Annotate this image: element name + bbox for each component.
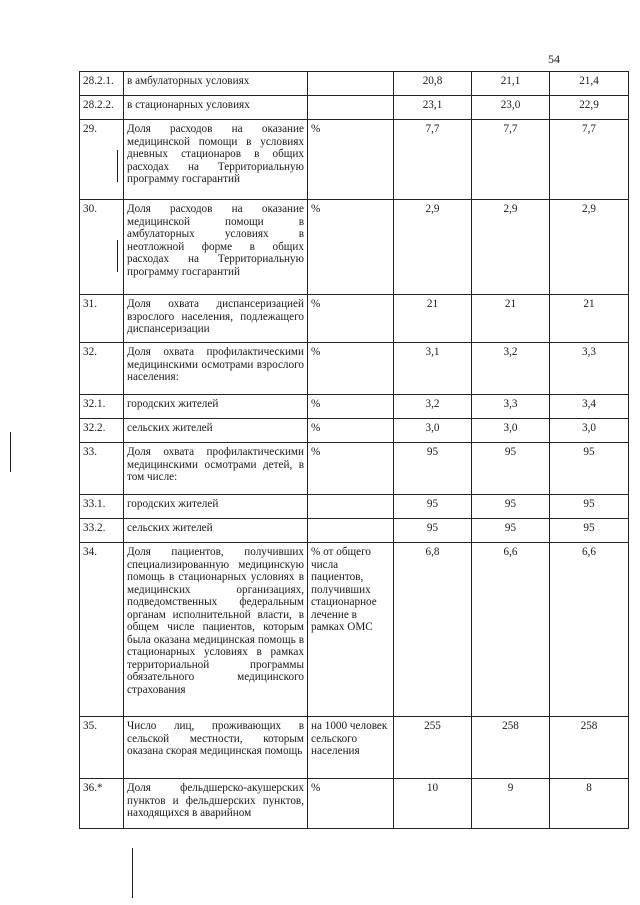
row-value-3: 8 xyxy=(550,779,629,829)
table-row xyxy=(80,519,629,543)
row-number: 33.1. xyxy=(80,495,124,519)
row-value-3: 2,9 xyxy=(550,200,629,295)
row-value-2: 258 xyxy=(472,717,550,779)
row-description: Доля пациентов, получивших специализированную медицинскую помощь в стационарных условиях в медицинских организациях, подведомственных федеральным органам исполнительной власти, в общем числе пациентов, которым была оказана медицинская помощь в стационарных условиях в рамках территориальной программы обязательного медицинского страхования xyxy=(124,543,308,717)
row-number: 35. xyxy=(80,717,124,779)
row-unit xyxy=(308,96,394,120)
row-value-2: 23,0 xyxy=(472,96,550,120)
row-value-2: 95 xyxy=(472,519,550,543)
row-description: сельских жителей xyxy=(124,519,308,543)
row-value-3: 22,9 xyxy=(550,96,629,120)
row-unit: % xyxy=(308,779,394,829)
row-value-1: 20,8 xyxy=(394,72,472,96)
row-number: 32.1. xyxy=(80,395,124,419)
row-description: сельских жителей xyxy=(124,419,308,443)
row-value-2: 95 xyxy=(472,495,550,519)
row-number: 28.2.2. xyxy=(80,96,124,120)
row-number: 32. xyxy=(80,343,124,395)
table-row xyxy=(80,120,629,200)
row-value-2: 9 xyxy=(472,779,550,829)
row-unit: % xyxy=(308,120,394,200)
row-value-3: 21,4 xyxy=(550,72,629,96)
row-number: 33.2. xyxy=(80,519,124,543)
row-value-3: 3,0 xyxy=(550,419,629,443)
indicator-table xyxy=(79,71,629,829)
row-value-1: 255 xyxy=(394,717,472,779)
row-number: 34. xyxy=(80,543,124,717)
row-unit: % xyxy=(308,395,394,419)
table-row xyxy=(80,779,629,829)
table-row xyxy=(80,543,629,717)
table-row xyxy=(80,443,629,495)
row-description: Число лиц, проживающих в сельской местности, которым оказана скорая медицинская помощь xyxy=(124,717,308,779)
row-value-1: 3,0 xyxy=(394,419,472,443)
row-unit: % xyxy=(308,343,394,395)
scan-artifact-mark xyxy=(10,432,11,472)
row-description: в стационарных условиях xyxy=(124,96,308,120)
row-value-1: 7,7 xyxy=(394,120,472,200)
row-value-3: 95 xyxy=(550,443,629,495)
row-value-2: 95 xyxy=(472,443,550,495)
row-unit xyxy=(308,519,394,543)
row-number: 30. xyxy=(80,200,124,295)
row-number: 33. xyxy=(80,443,124,495)
row-description: в амбулаторных условиях xyxy=(124,72,308,96)
row-value-2: 7,7 xyxy=(472,120,550,200)
row-description: Доля фельдшерско-акушерских пунктов и фельдшерских пунктов, находящихся в аварийном xyxy=(124,779,308,829)
row-unit xyxy=(308,72,394,96)
row-unit xyxy=(308,495,394,519)
row-value-1: 21 xyxy=(394,295,472,343)
row-description: Доля охвата профилактическими медицинскими осмотрами взрослого населения: xyxy=(124,343,308,395)
row-unit: % xyxy=(308,295,394,343)
row-value-2: 21,1 xyxy=(472,72,550,96)
row-value-2: 21 xyxy=(472,295,550,343)
row-value-1: 95 xyxy=(394,519,472,543)
row-description: Доля охвата профилактическими медицинскими осмотрами детей, в том числе: xyxy=(124,443,308,495)
indicator-table-body xyxy=(80,72,629,829)
row-number: 31. xyxy=(80,295,124,343)
table-row xyxy=(80,72,629,96)
row-value-2: 2,9 xyxy=(472,200,550,295)
row-value-1: 3,2 xyxy=(394,395,472,419)
row-unit: на 1000 человек сельского населения xyxy=(308,717,394,779)
row-value-1: 95 xyxy=(394,443,472,495)
table-row xyxy=(80,495,629,519)
row-value-1: 23,1 xyxy=(394,96,472,120)
row-description: Доля расходов на оказание медицинской помощи в условиях дневных стационаров в общих расходах на Территориальную программу госгарантий xyxy=(124,120,308,200)
row-value-1: 6,8 xyxy=(394,543,472,717)
row-value-3: 21 xyxy=(550,295,629,343)
row-number: 28.2.1. xyxy=(80,72,124,96)
scan-artifact-mark xyxy=(132,848,133,898)
row-unit: % xyxy=(308,200,394,295)
row-value-3: 95 xyxy=(550,519,629,543)
row-description: городских жителей xyxy=(124,495,308,519)
row-description: Доля охвата диспансеризацией взрослого населения, подлежащего диспансеризации xyxy=(124,295,308,343)
row-number: 36.* xyxy=(80,779,124,829)
row-number: 32.2. xyxy=(80,419,124,443)
row-value-3: 3,3 xyxy=(550,343,629,395)
table-row xyxy=(80,200,629,295)
row-value-1: 2,9 xyxy=(394,200,472,295)
row-value-2: 3,0 xyxy=(472,419,550,443)
table-row xyxy=(80,96,629,120)
page-number: 54 xyxy=(548,52,560,66)
row-value-1: 95 xyxy=(394,495,472,519)
row-value-1: 10 xyxy=(394,779,472,829)
row-value-3: 6,6 xyxy=(550,543,629,717)
row-description: Доля расходов на оказание медицинской помощи в амбулаторных условиях в неотложной форме в общих расходах на Территориальную программу госгарантий xyxy=(124,200,308,295)
row-number: 29. xyxy=(80,120,124,200)
table-row xyxy=(80,395,629,419)
row-value-3: 258 xyxy=(550,717,629,779)
row-value-2: 3,2 xyxy=(472,343,550,395)
row-value-2: 3,3 xyxy=(472,395,550,419)
row-unit: % от общего числа пациентов, получивших стационарное лечение в рамках ОМС xyxy=(308,543,394,717)
table-row xyxy=(80,419,629,443)
table-row xyxy=(80,295,629,343)
row-unit: % xyxy=(308,443,394,495)
row-value-3: 7,7 xyxy=(550,120,629,200)
table-row xyxy=(80,343,629,395)
row-description: городских жителей xyxy=(124,395,308,419)
row-value-2: 6,6 xyxy=(472,543,550,717)
row-value-1: 3,1 xyxy=(394,343,472,395)
table-row xyxy=(80,717,629,779)
row-value-3: 3,4 xyxy=(550,395,629,419)
row-value-3: 95 xyxy=(550,495,629,519)
row-unit: % xyxy=(308,419,394,443)
